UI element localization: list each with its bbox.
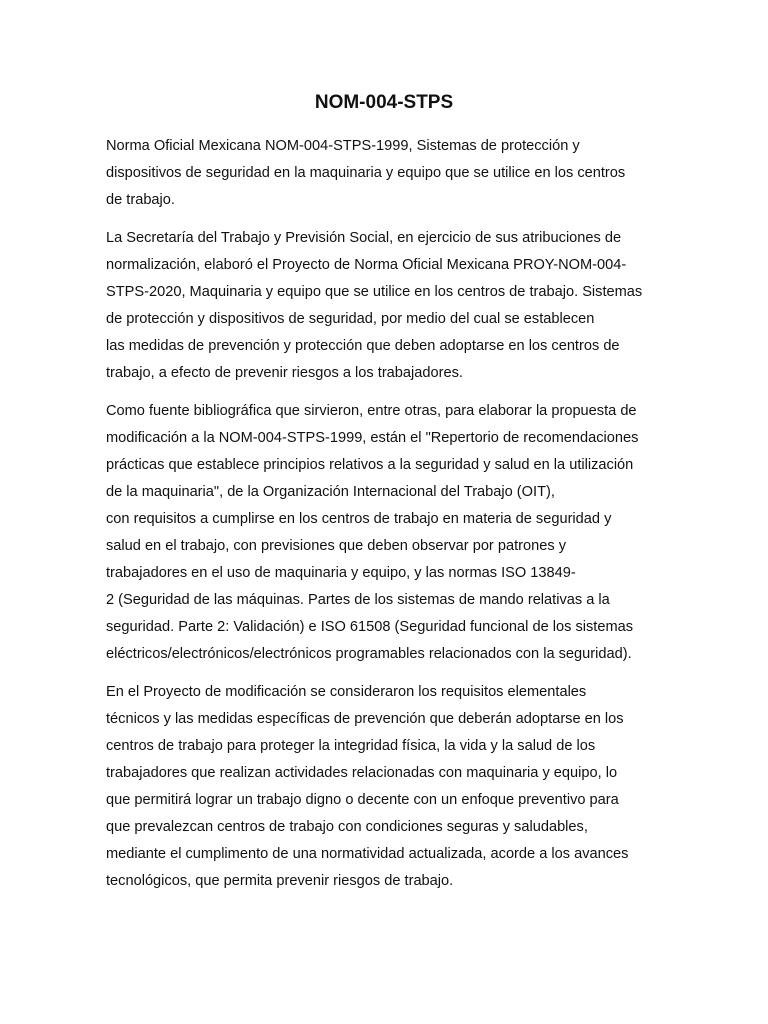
document-title: NOM-004-STPS (314, 92, 454, 113)
paragraph-secretaria: La Secretaría del Trabajo y Previsión Social, en ejercicio de sus atribuciones de normalización, elaboró el Proyecto de Norma Oficial Mexicana PROY-NOM-004- STPS-2020, Maquinaria y equipo que se utilice en los centros de trabajo. Sistemas de protección y dispositivos de seguridad, por medio del cual se establecen las medidas de prevención y protección que deben adoptarse en los centros de trabajo, a efecto de prevenir riesgos a los trabajadores. (106, 230, 643, 381)
document-body (106, 133, 666, 906)
paragraph-intro: Norma Oficial Mexicana NOM-004-STPS-1999, Sistemas de protección y dispositivos de seguridad en la maquinaria y equipo que se utilice en los centros de trabajo. (106, 138, 626, 208)
paragraph-proyecto-modificacion: En el Proyecto de modificación se consideraron los requisitos elementales técnicos y las medidas específicas de prevención que deberán adoptarse en los centros de trabajo para proteger la integridad física, la vida y la salud de los trabajadores que realizan actividades relacionadas con maquinaria y equipo, lo que permitirá lograr un trabajo digno o decente con un enfoque preventivo para que prevalezcan centros de trabajo con condiciones seguras y saludables, mediante el cumplimento de una normatividad actualizada, acorde a los avances tecnológicos, que permita prevenir riesgos de trabajo. (106, 684, 629, 889)
paragraph-fuente-bibliografica: Como fuente bibliográfica que sirvieron, entre otras, para elaborar la propuesta de modificación a la NOM-004-STPS-1999, están el "Repertorio de recomendaciones prácticas que establece principios relativos a la seguridad y salud en la utilización de la maquinaria", de la Organización Internacional del Trabajo (OIT), con requisitos a cumplirse en los centros de trabajo en materia de seguridad y salud en el trabajo, con previsiones que deben observar por patrones y trabajadores en el uso de maquinaria y equipo, y las normas ISO 13849- 2 (Seguridad de las máquinas. Partes de los sistemas de mando relativas a la seguridad. Parte 2: Validación) e ISO 61508 (Seguridad funcional de los sistemas eléctricos/electrónicos/electrónicos programables relacionados con la seguridad). (106, 403, 639, 662)
